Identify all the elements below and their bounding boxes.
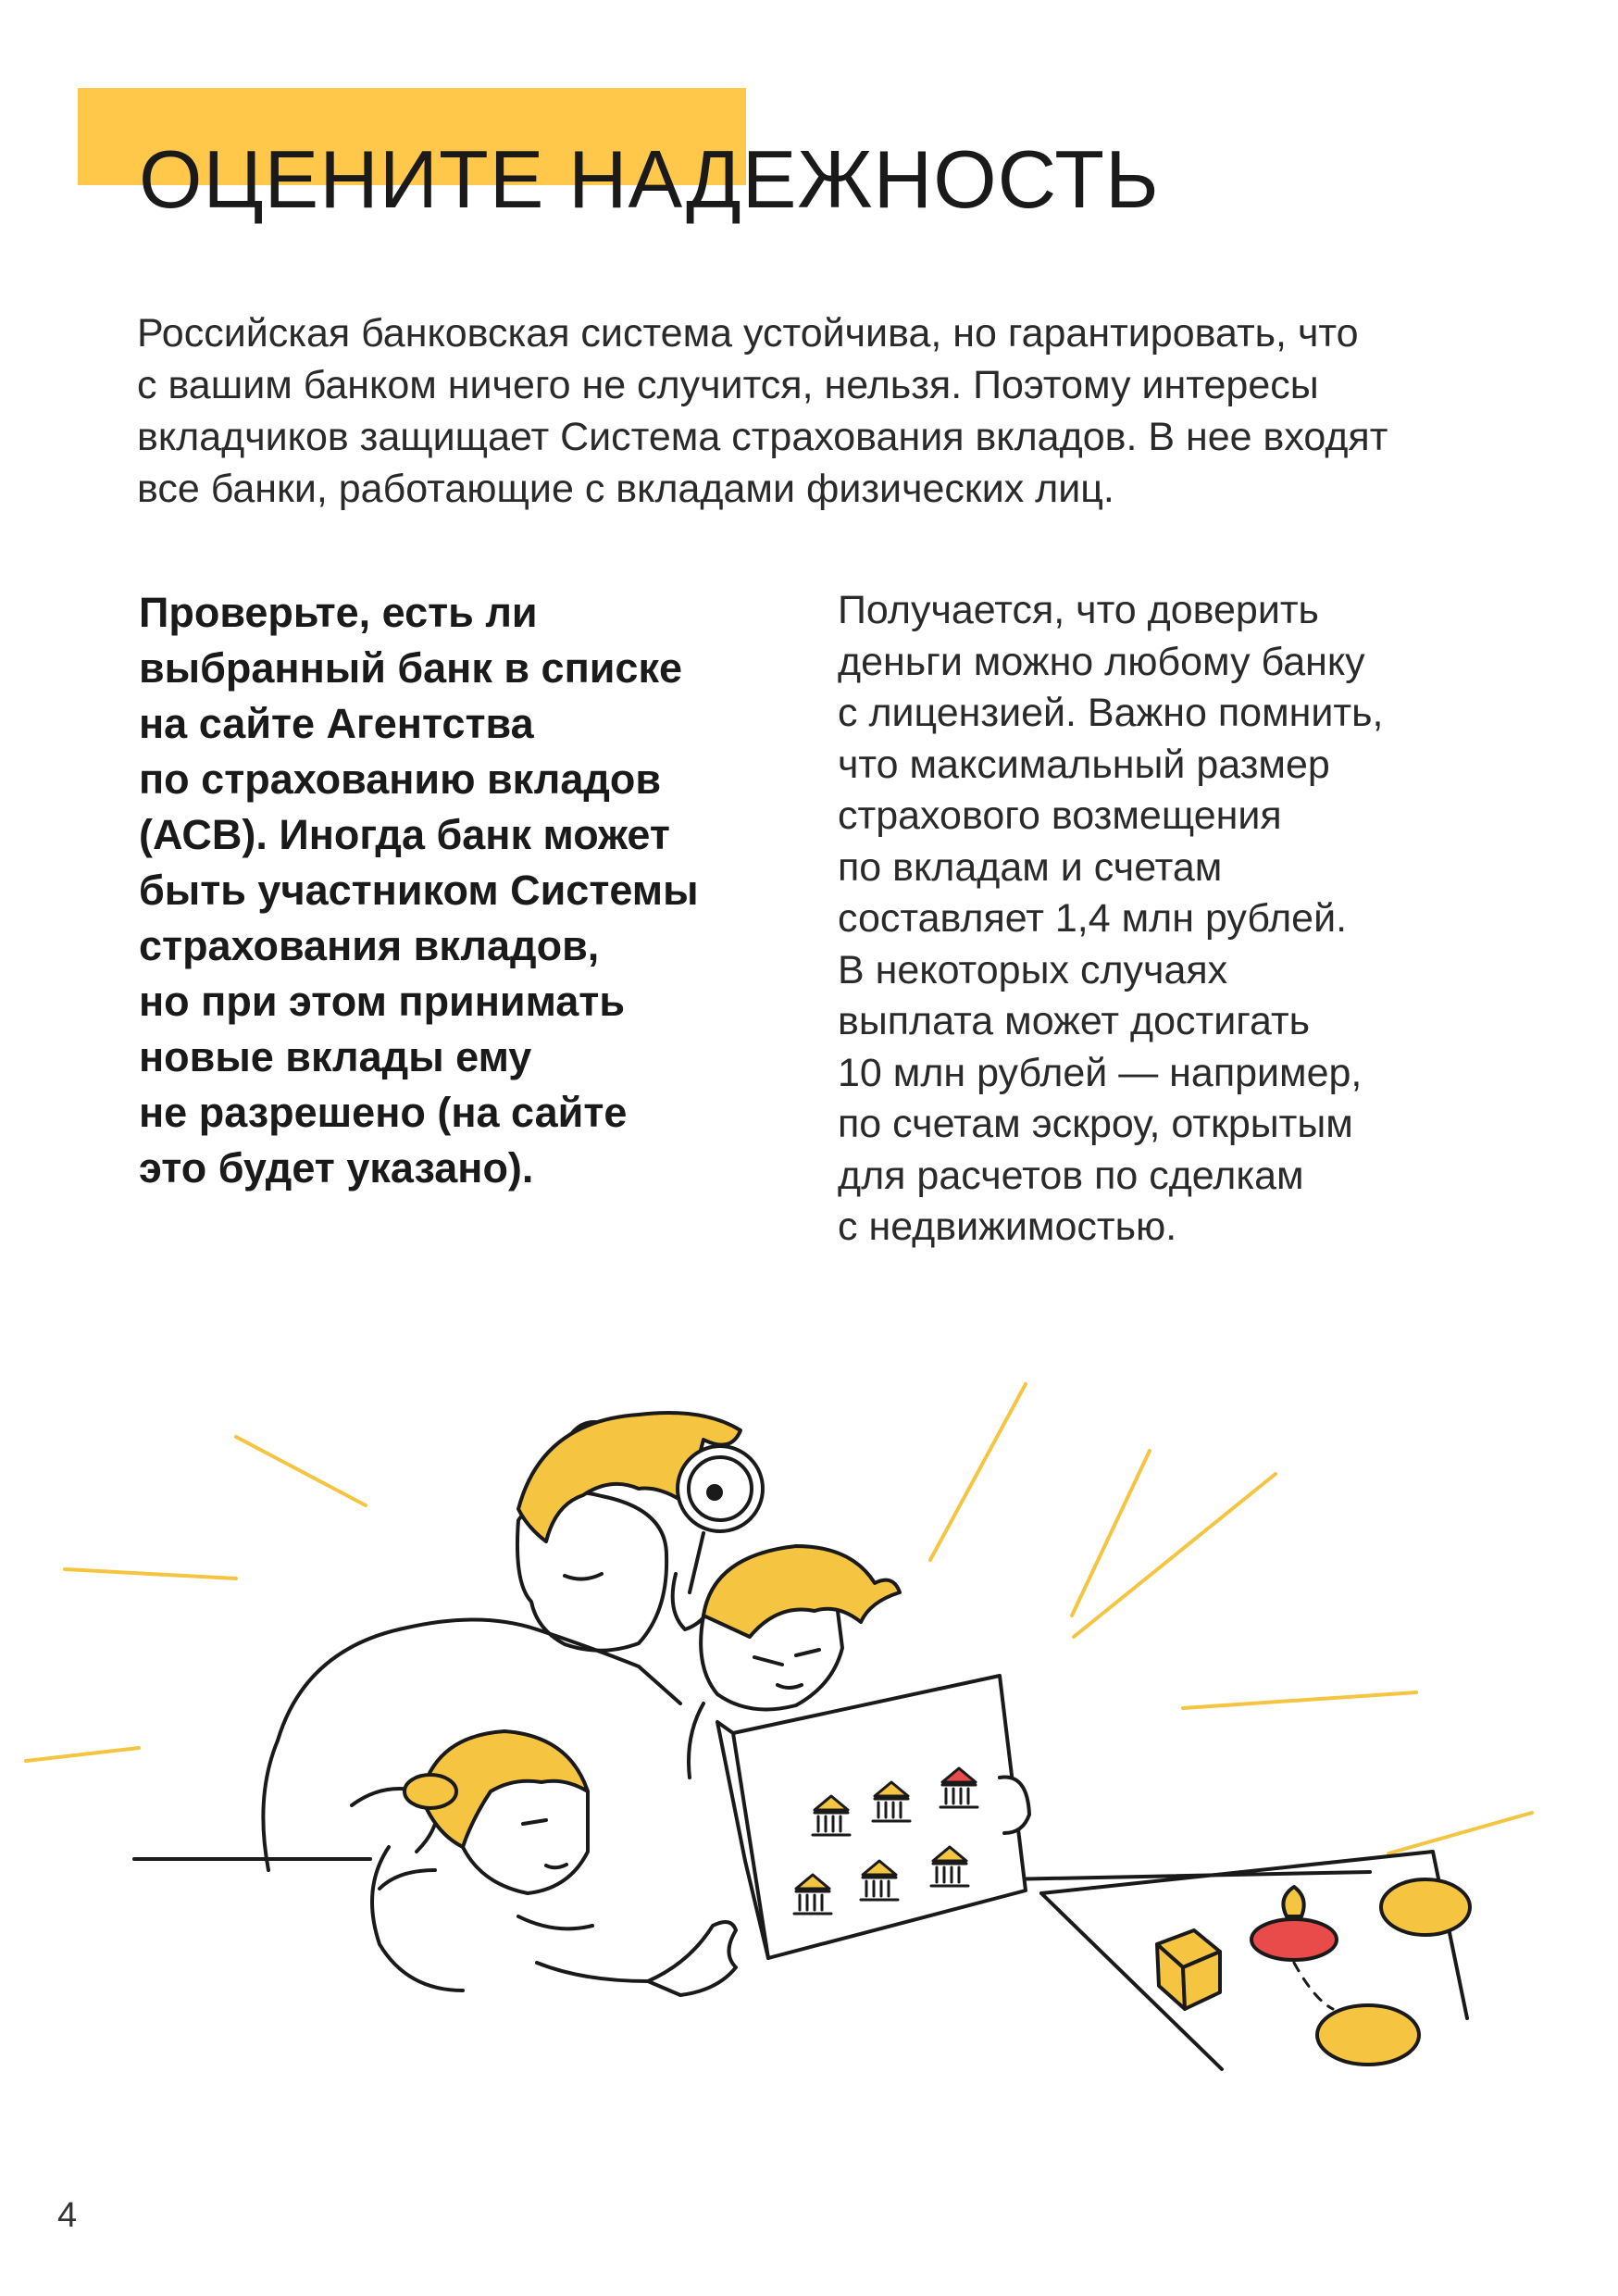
callout-line: это будет указано). (139, 1144, 534, 1192)
girl-ponytail (404, 1775, 456, 1808)
game-token-icon (1251, 1919, 1337, 1960)
bold-callout-paragraph (139, 585, 768, 1196)
callout-line: Проверьте, есть ли (139, 589, 538, 636)
info-line: выплата может достигать (838, 999, 1311, 1043)
callout-line: по страхованию вкладов (139, 755, 662, 803)
callout-line: страхования вкладов, (139, 922, 600, 969)
insurance-info-paragraph (838, 585, 1541, 1254)
page-title: ОЦЕНИТЕ НАДЕЖНОСТЬ (139, 133, 1160, 225)
info-line: что максимальный размер (838, 742, 1330, 787)
game-pieces (1157, 1879, 1470, 2065)
info-line: для расчетов по сделкам (838, 1153, 1304, 1198)
board-game-box (717, 1676, 1026, 1958)
page-number: 4 (57, 2196, 78, 2235)
girl-figure (372, 1791, 648, 1990)
info-line: с недвижимостью. (838, 1204, 1177, 1249)
info-line: В некоторых случаях (838, 947, 1228, 992)
info-line: 10 млн рублей — например, (838, 1050, 1363, 1095)
callout-line: на сайте Агентства (139, 700, 534, 747)
intro-line: с вашим банком ничего не случится, нельзя. Поэтому интересы (137, 363, 1319, 407)
callout-line: не разрешено (на сайте (139, 1089, 628, 1136)
intro-line: все банки, работающие с вкладами физических лиц. (137, 467, 1114, 511)
info-line: деньги можно любому банку (838, 639, 1365, 684)
callout-line: новые вклады ему (139, 1033, 532, 1080)
info-line: по вкладам и счетам (838, 844, 1223, 890)
family-checking-banks-illustration (0, 1278, 1618, 2111)
intro-paragraph (137, 307, 1507, 515)
coin-icon (1317, 2005, 1419, 2065)
info-line: с лицензией. Важно помнить, (838, 691, 1384, 735)
coin-icon (1381, 1879, 1470, 1935)
callout-line: выбранный банк в списке (139, 644, 682, 692)
intro-line: Российская банковская система устойчива, но гарантировать, что (137, 311, 1359, 356)
info-line: страхового возмещения (838, 793, 1282, 838)
callout-line: но при этом принимать (139, 978, 625, 1025)
info-line: Получается, что доверить (838, 588, 1319, 632)
info-line: составляет 1,4 млн рублей. (838, 896, 1348, 941)
boy-hair (703, 1546, 900, 1637)
intro-line: вкладчиков защищает Система страхования вкладов. В нее входят (137, 415, 1388, 459)
callout-line: (АСВ). Иногда банк может (139, 811, 670, 858)
callout-line: быть участником Системы (139, 867, 699, 914)
info-line: по счетам эскроу, открытым (838, 1102, 1353, 1146)
